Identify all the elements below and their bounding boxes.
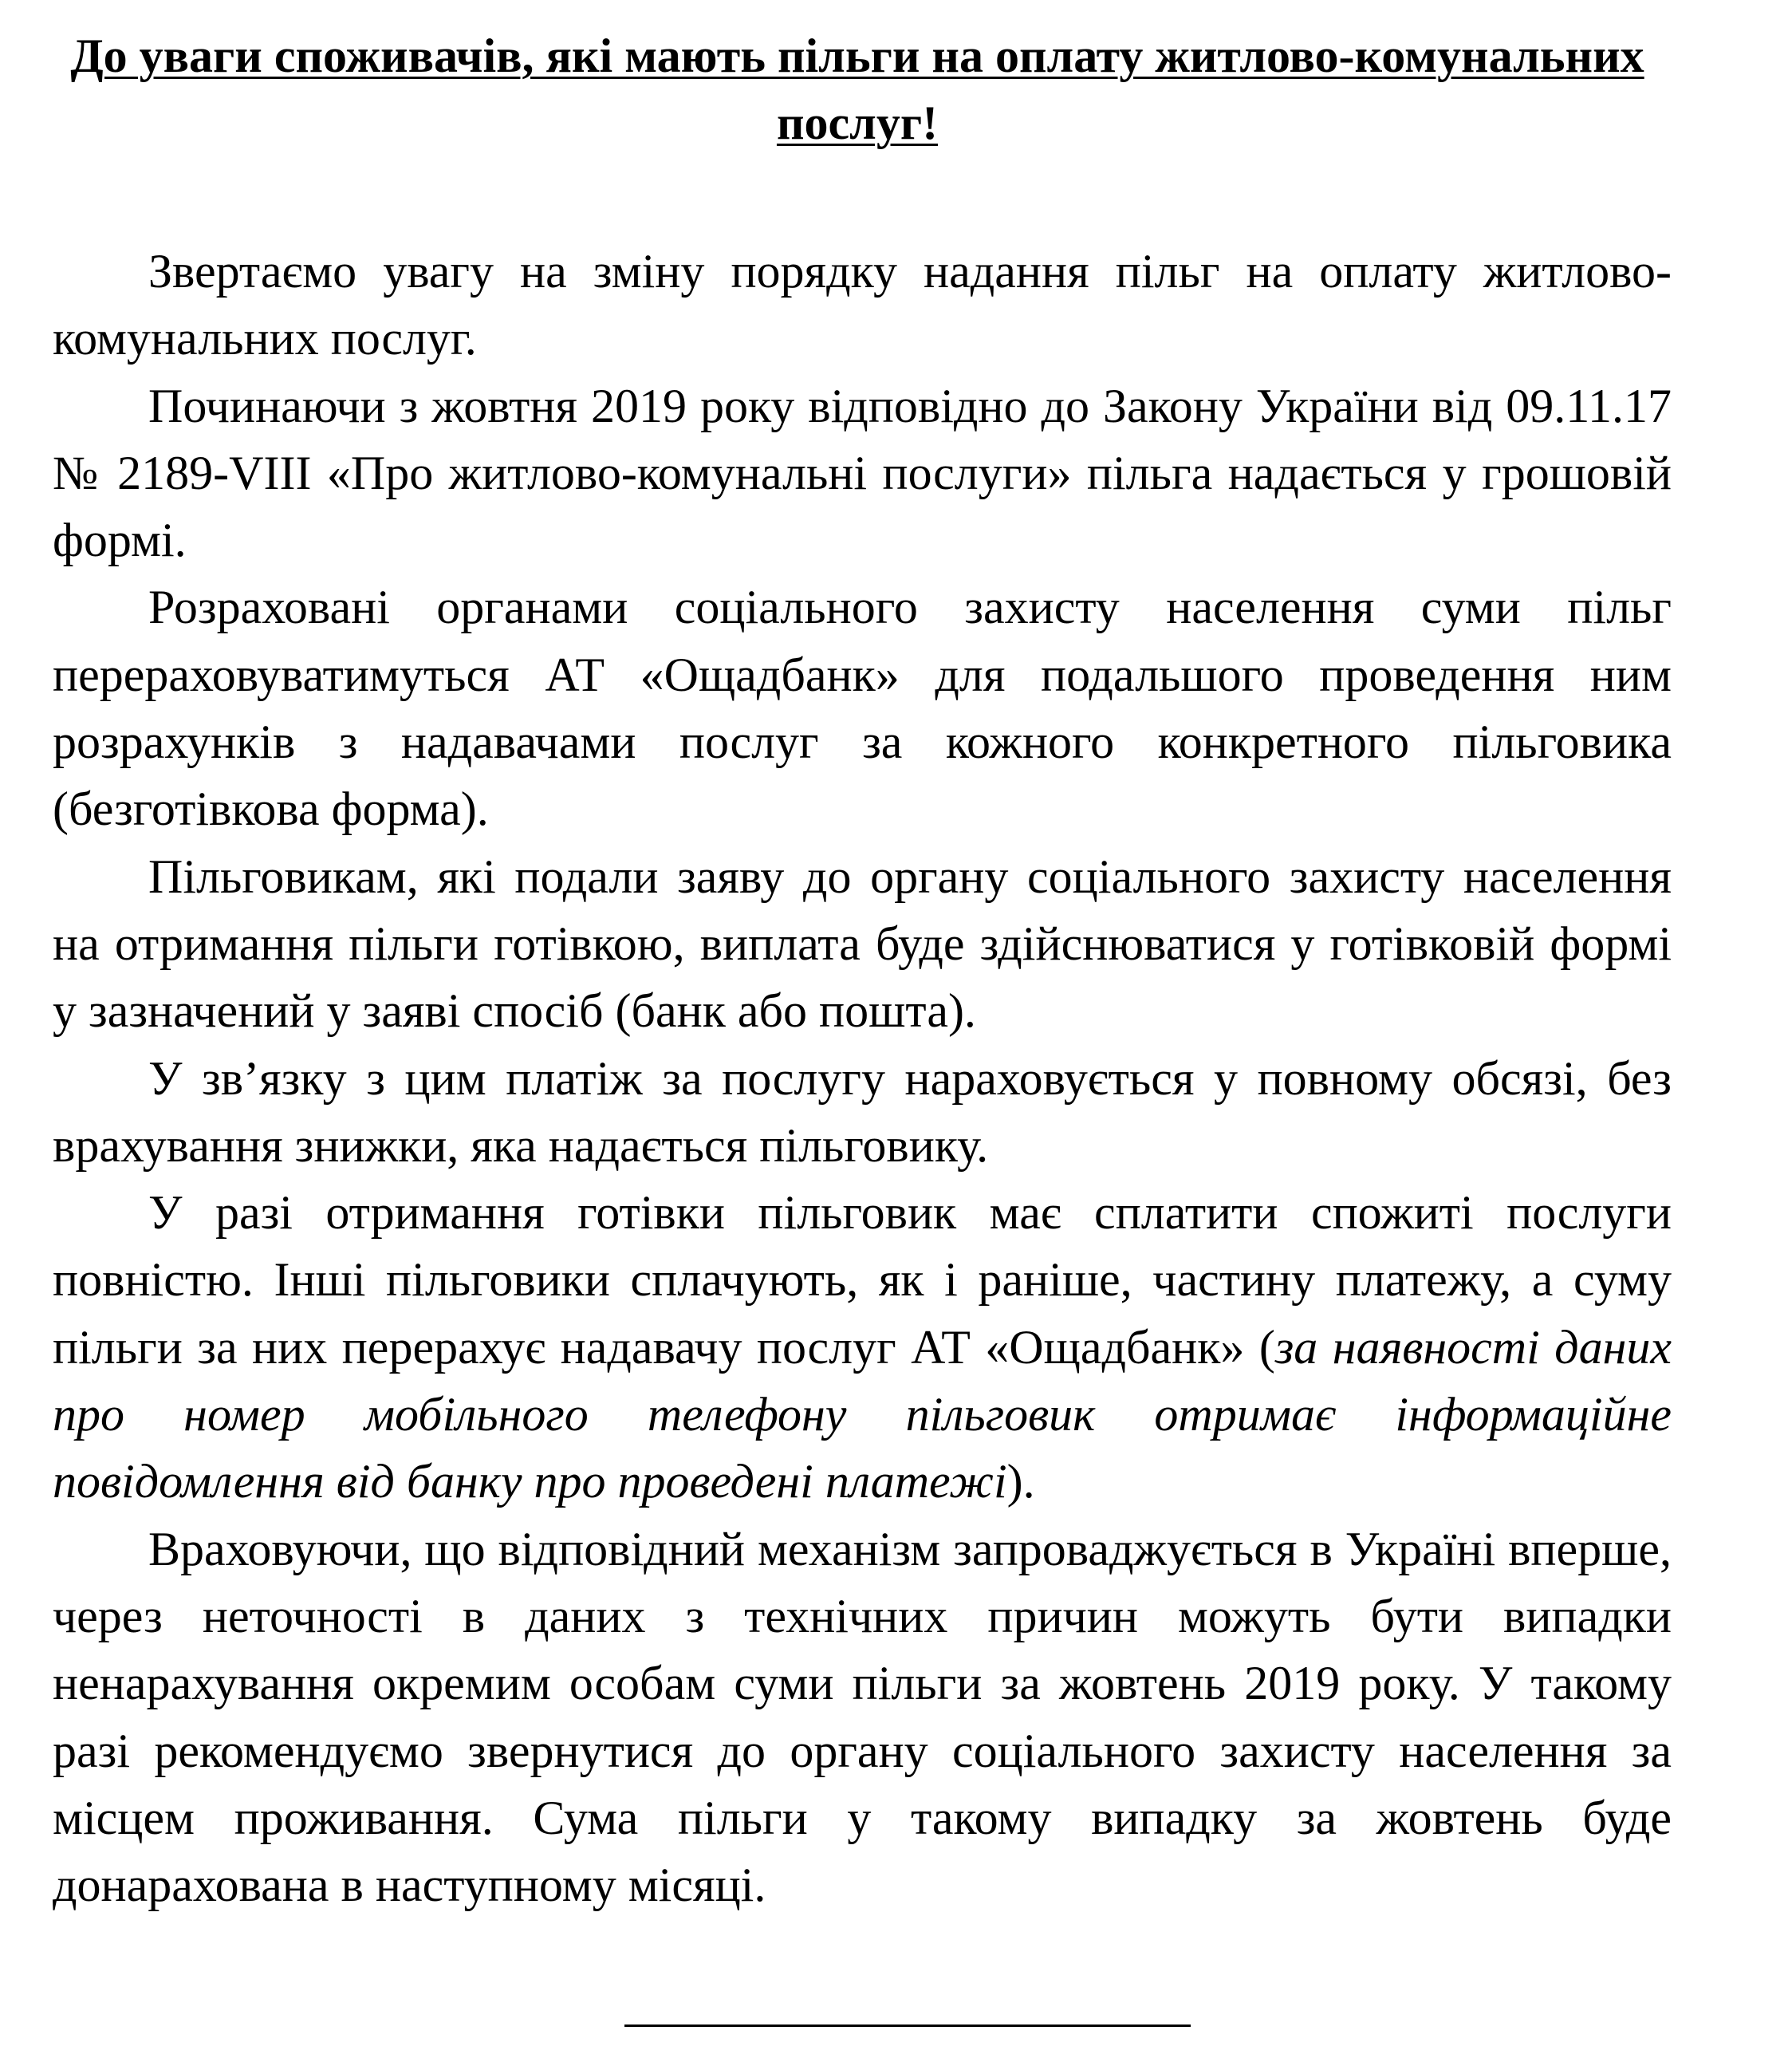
paragraph-2: Починаючи з жовтня 2019 року відповідно до Закону України від 09.11.17 № 2189-VIII «Про житлово-комунальні послуги» пільга надається у грошовій формі.: [53, 379, 1672, 567]
paragraph-3: Розраховані органами соціального захисту населення суми пільг перераховуватимуться АТ «Ощадбанк» для подальшого проведення ним розрахунків з надавачами послуг за кожного конкретного пільговика (безготівкова форма).: [53, 581, 1672, 836]
paragraph-5: У зв’язку з цим платіж за послугу нараховується у повному обсязі, без врахування знижки, яка надається пільговику.: [53, 1051, 1672, 1172]
paragraph-7: Враховуючи, що відповідний механізм запроваджується в Україні вперше, через неточності в даних з технічних причин можуть бути випадки ненарахування окремим особам суми пільги за жовтень 2019 року. У такому разі рекомендуємо звернутися до органу соціального захисту населення за місцем проживання. Сума пільги у такому випадку за жовтень буде донарахована в наступному місяці.: [53, 1522, 1672, 1912]
paragraph-6-text: У разі отримання готівки пільговик має сплатити спожиті послуги повністю. Інші пільговики сплачують, як і раніше, частину платежу, а суму пільги за них перерахує надавачу послуг АТ «Ощадбанк» (: [53, 1186, 1672, 1374]
paragraph-1: Звертаємо увагу на зміну порядку надання пільг на оплату житлово-комунальних послуг.: [53, 245, 1672, 365]
notice-body: [53, 238, 1672, 1918]
closing-divider: [624, 2024, 1191, 2027]
paragraph-6: [53, 1179, 1672, 1515]
paragraph-4: Пільговикам, які подали заяву до органу соціального захисту населення на отримання пільги готівкою, виплата буде здійснюватися у готівковій формі у зазначений у заяві спосіб (банк або пошта).: [53, 850, 1672, 1038]
paragraph-6-italic-note: за наявності даних про номер мобільного телефону пільговик отримає інформаційне повідомлення від банку про проведені платежі: [53, 1320, 1672, 1508]
notice-title: До уваги споживачів, які мають пільги на оплату житлово-комунальних послуг!: [70, 30, 1644, 149]
paragraph-6-closing: ).: [1006, 1455, 1035, 1508]
